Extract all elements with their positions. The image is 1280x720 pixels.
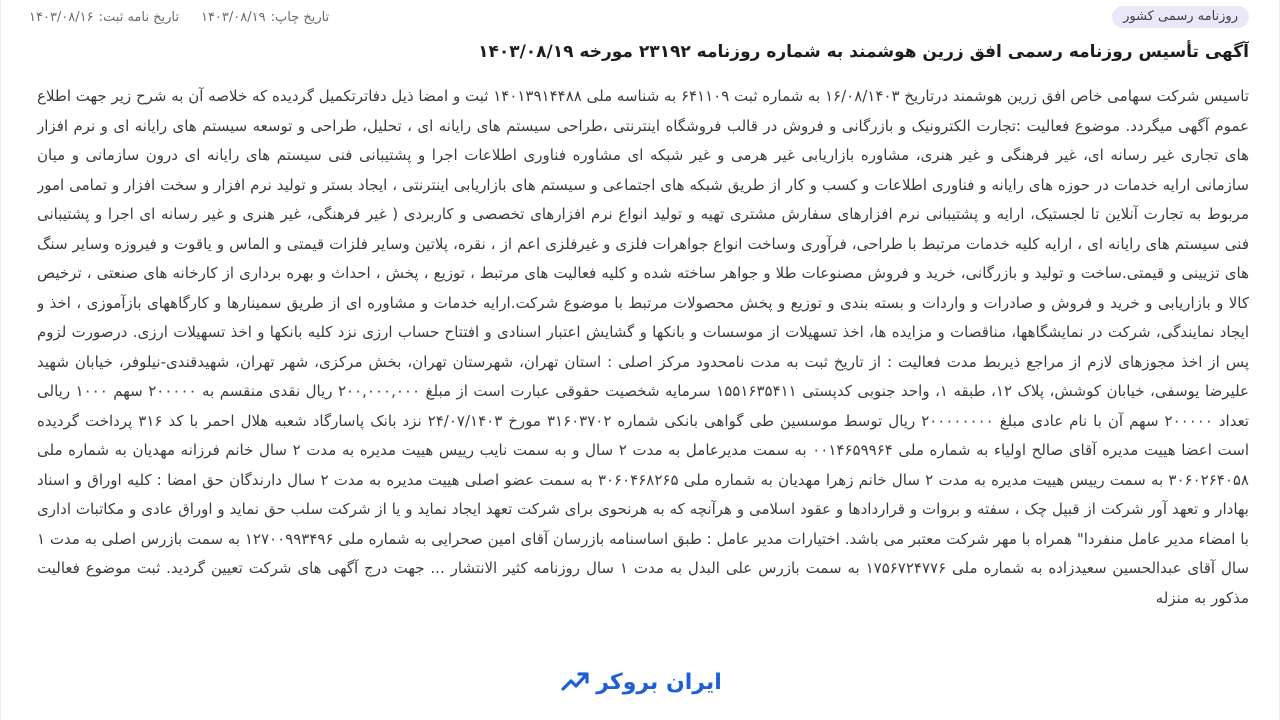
watermark-logo (541, 662, 741, 702)
register-date-value: ۱۴۰۳/۰۸/۱۶ (29, 9, 94, 25)
dates (29, 10, 329, 25)
meta-row (29, 4, 1249, 30)
trend-arrow-icon (560, 669, 590, 695)
newspaper-badge[interactable]: روزنامه رسمی کشور (1112, 6, 1249, 28)
print-date-value: ۱۴۰۳/۰۸/۱۹ (200, 9, 266, 25)
watermark-text: ایران بروکر (596, 669, 722, 695)
print-date-label: تاریخ چاپ: (270, 9, 330, 25)
register-date (29, 10, 179, 25)
article-body: تاسیس شرکت سهامی خاص افق زرین هوشمند درتاریخ ۱۶/۰۸/۱۴۰۳ به شماره ثبت ۶۴۱۱۰۹ به شناسه ملی ۱۴۰۱۳۹۱۴۴۸۸ ثبت و امضا ذیل دفاترتکمیل گردیده که خلاصه آن به شرح زیر جهت اطلاع عموم آگهی میگردد. موضوع فعالیت :تجارت الکترونیک و بازرگانی و فروش در قالب فروشگاه اینترنتی ،طراحی سیستم های رایانه ای ، تحلیل، طراحی و توسعه سیستم های رایانه ای و نرم افزار های تجاری غیر رسانه ای، غیر فرهنگی و غیر هنری، مشاوره بازاریابی غیر هرمی و غیر شبکه ای مشاوره فناوری اطلاعات اجرا و پشتیبانی فنی سیستم های رایانه ای درون سازمانی و میان سازمانی ارایه خدمات در حوزه های رایانه و فناوری اطلاعات و کسب و کار از طریق شبکه های اجتماعی و سیستم های بازاریابی اینترنتی ، ایجاد بستر و تولید نرم افزار و سخت افزار و تمامی امور مربوط به تجارت آنلاین تا لجستیک، ارایه و پشتیبانی نرم افزارهای سفارش مشتری تهیه و تولید انواع نرم افزارهای تخصصی و کاربردی ( غیر فرهنگی، غیر هنری و غیر رسانه ای اجرا و پشتیبانی فنی سیستم های رایانه ای ، ارایه کلیه خدمات مرتبط با طراحی، فرآوری وساخت انواع جواهرات فلزی و غیرفلزی اعم از ، نقره، پلاتین وسایر فلزات قیمتی و الماس و یاقوت و فیروزه وسایر سنگ های تزیینی و قیمتی.ساخت و تولید و بازرگانی، خرید و فروش مصنوعات طلا و جواهر ساخته شده و کلیه فعالیت های مرتبط ، توزیع ، پخش ، احداث و بهره برداری از کارخانه های صنعتی ، ترخیص کالا و بازاریابی و خرید و فروش و صادرات و واردات و بسته بندی و توزیع و پخش محصولات مرتبط با موضوع شرکت.ارایه خدمات و مشاوره ای از طریق سمینارها و کارگاههای بازآموزی ، اخذ و ایجاد نمایندگی، شرکت در نمایشگاهها، مناقصات و مزایده ها، اخذ تسهیلات از موسسات و بانکها و گشایش اعتبار اسنادی و افتتاح حساب ارزی نزد کلیه بانکها و اخذ تسهیلات ارزی. درصورت لزوم پس از اخذ مجوزهای لازم از مراجع ذیربط مدت فعالیت : از تاریخ ثبت به مدت نامحدود مرکز اصلی : استان تهران، شهرستان تهران، بخش مرکزی، شهر تهران، شهیدقندی-نیلوفر، خیابان شهید علیرضا یوسفی، خیابان کوشش، پلاک ۱۲، طبقه ۱، واحد جنوبی کدپستی ۱۵۵۱۶۳۵۴۱۱ سرمایه شخصیت حقوقی عبارت است از مبلغ ۲۰۰,۰۰۰,۰۰۰ ریال نقدی منقسم به ۲۰۰۰۰۰ سهم ۱۰۰۰ ریالی تعداد ۲۰۰۰۰۰ سهم آن با نام عادی مبلغ ۲۰۰۰۰۰۰۰۰ ریال توسط موسسین طی گواهی بانکی شماره ۳۱۶۰۳۷۰۲ مورخ ۲۴/۰۷/۱۴۰۳ نزد بانک پاسارگاد شعبه هلال احمر با کد ۳۱۶ پرداخت گردیده است اعضا هییت مدیره آقای صالح اولیاء به شماره ملی ۰۰۱۴۶۵۹۹۶۴ به سمت مدیرعامل به مدت ۲ سال و به سمت نایب رییس هییت مدیره به مدت ۲ سال خانم فرزانه مهدیان به شماره ملی ۳۰۶۰۲۶۴۰۵۸ به سمت رییس هییت مدیره به مدت ۲ سال خانم زهرا مهدیان به شماره ملی ۳۰۶۰۴۶۸۲۶۵ به سمت عضو اصلی هییت مدیره به مدت ۲ سال دارندگان حق امضا : کلیه اوراق و اسناد بهادار و تعهد آور شرکت از قبیل چک ، سفته و بروات و قراردادها و عقود اسلامی و هرآنچه که به هرنحوی برای شرکت تعهد ایجاد نماید و یا از شرکت سلب حق نماید و اوراق عادی و مکاتبات اداری با امضاء مدیر عامل منفردا" همراه با مهر شرکت معتبر می باشد. اختیارات مدیر عامل : طبق اساسنامه بازرسان آقای امین صحرایی به شماره ملی ۱۲۷۰۰۹۹۳۴۹۶ به سمت بازرس اصلی به مدت ۱ سال آقای عبدالحسین سعیدزاده به شماره ملی ۱۷۵۶۷۲۴۷۷۶ به سمت بازرس علی البدل به مدت ۱ سال روزنامه کثیر الانتشار ... جهت درج آگهی های شرکت تعیین گردید. ثبت موضوع فعالیت مذکور به منزله (37, 87, 1249, 607)
register-date-label: تاریخ نامه ثبت: (98, 9, 179, 25)
article-title: آگهی تأسیس روزنامه رسمی افق زرین هوشمند به شماره روزنامه ۲۳۱۹۲ مورخه ۱۴۰۳/۰۸/۱۹ (478, 42, 1249, 62)
print-date (201, 10, 329, 25)
